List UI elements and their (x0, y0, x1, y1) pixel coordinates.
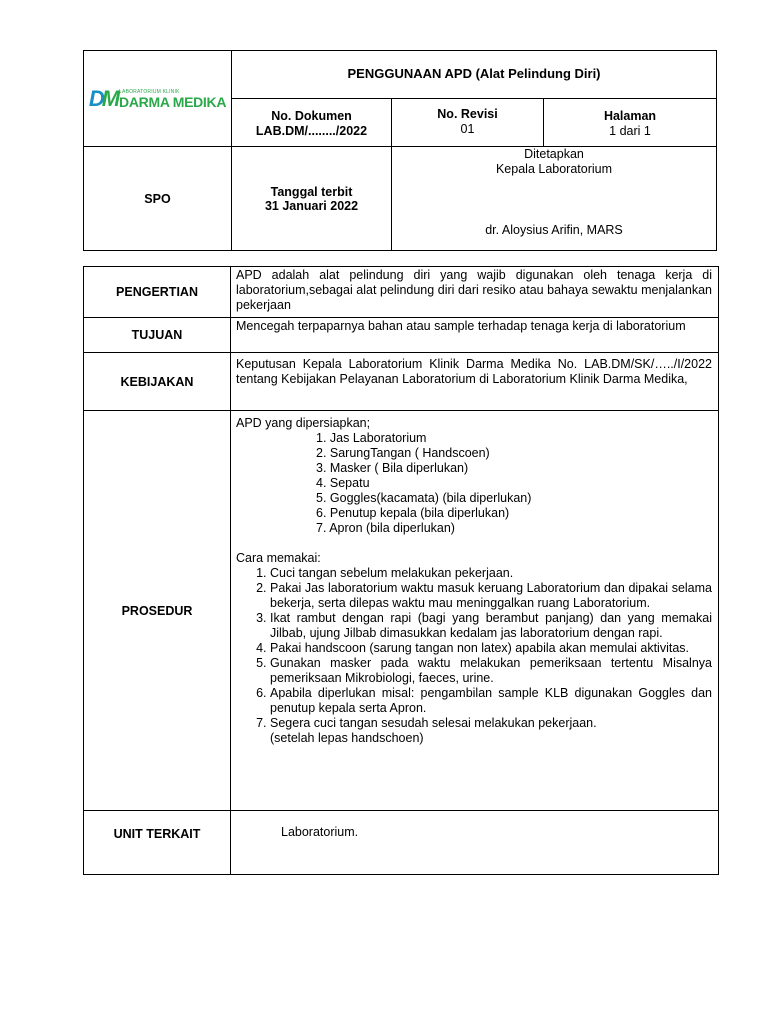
kebijakan-label: KEBIJAKAN (120, 374, 194, 389)
apd-list (316, 431, 712, 536)
tujuan-label-cell (84, 318, 231, 353)
procedure-table (83, 266, 719, 875)
list-item: 2. Pakai Jas laboratorium waktu masuk keruang Laboratorium dan dipakai selama bekerja, serta dilepas waktu mau meninggalkan ruang Laboratorium. (270, 581, 712, 611)
document-title-cell (232, 51, 717, 99)
list-item: 5. Goggles(kacamata) (bila diperlukan) (316, 491, 532, 505)
approval-role: Kepala Laboratorium (495, 162, 613, 176)
list-item: 3. Ikat rambut dengan rapi (bagi yang berambut panjang) dan yang memakai Jilbab, ujung Jilbab dimasukkan kedalam jas laboratorium dengan rapi. (270, 611, 712, 641)
spo-cell (84, 147, 232, 251)
cara-item-text: Segera cuci tangan sesudah selesai melakukan pekerjaan. (270, 716, 597, 730)
approval-cell (392, 147, 717, 251)
cara-intro: Cara memakai: (236, 551, 321, 565)
doc-number-value: LAB.DM/......../2022 (255, 124, 368, 138)
cara-list (236, 566, 712, 746)
list-item: 7. Apron (bila diperlukan) (316, 521, 455, 535)
list-item: 6. Penutup kepala (bila diperlukan) (316, 506, 510, 520)
logo-name: DARMA MEDIKA (119, 93, 227, 110)
list-item: 6. Apabila diperlukan misal: pengambilan sample KLB digunakan Goggles dan penutup kepala serta Apron. (270, 686, 712, 716)
revision-value: 01 (460, 122, 475, 136)
dm-logo-icon: DM (88, 85, 118, 111)
prosedur-label: PROSEDUR (121, 603, 193, 618)
unit-label: UNIT TERKAIT (113, 827, 201, 841)
doc-number-cell (232, 99, 392, 147)
revision-label: No. Revisi (437, 107, 498, 121)
list-item: 2. SarungTangan ( Handscoen) (316, 446, 490, 460)
document-header-table (83, 50, 717, 251)
list-item: 3. Masker ( Bila diperlukan) (316, 461, 469, 475)
issue-date-label: Tanggal terbit (270, 184, 353, 199)
pengertian-label: PENGERTIAN (116, 285, 198, 299)
list-item: 4. Sepatu (316, 476, 370, 490)
signer-name: dr. Aloysius Arifin, MARS (485, 223, 623, 237)
page-value: 1 dari 1 (609, 124, 651, 138)
kebijakan-text: Keputusan Kepala Laboratorium Klinik Darma Medika No. LAB.DM/SK/…../I/2022 tentang Kebijakan Pelayanan Laboratorium di Laboratorium Klinik Darma Medika, (231, 353, 719, 411)
document-title: PENGGUNAAN APD (Alat Pelindung Diri) (347, 66, 601, 81)
apd-intro: APD yang dipersiapkan; (236, 416, 371, 430)
approval-label: Ditetapkan (524, 147, 584, 161)
unit-label-cell (84, 811, 231, 875)
page-cell (544, 99, 717, 147)
doc-number-label: No. Dokumen (271, 109, 352, 123)
pengertian-text: APD adalah alat pelindung diri yang wajib digunakan oleh tenaga kerja di laboratorium,sebagai alat pelindung diri dari resiko atau bahaya sewaktu menjalankan pekerjaan (231, 267, 719, 318)
logo-subtitle: LABORATORIUM KLINIK (119, 88, 180, 95)
tujuan-text: Mencegah terpaparnya bahan atau sample terhadap tenaga kerja di laboratorium (231, 318, 719, 353)
logo-cell (84, 51, 232, 147)
list-item: 4. Pakai handscoon (sarung tangan non latex) apabila akan memulai aktivitas. (270, 641, 712, 656)
clinic-logo (89, 86, 226, 112)
list-item: 1. Jas Laboratorium (316, 431, 427, 445)
cara-item-note: (setelah lepas handschoen) (270, 731, 424, 745)
prosedur-label-cell (84, 411, 231, 811)
revision-cell (392, 99, 544, 147)
list-item: 5. Gunakan masker pada waktu melakukan pemeriksaan tertentu Misalnya pemeriksaan Mikrobiologi, faeces, urine. (270, 656, 712, 686)
issue-date-value: 31 Januari 2022 (264, 198, 359, 213)
prosedur-content (231, 411, 719, 811)
pengertian-label-cell (84, 267, 231, 318)
list-item (270, 716, 712, 746)
tujuan-label: TUJUAN (131, 328, 183, 342)
list-item: 1. Cuci tangan sebelum melakukan pekerjaan. (270, 566, 712, 581)
kebijakan-label-cell (84, 353, 231, 411)
page-label: Halaman (603, 109, 657, 123)
spo-label: SPO (144, 191, 171, 206)
unit-text: Laboratorium. (231, 811, 719, 875)
issue-date-cell (232, 147, 392, 251)
